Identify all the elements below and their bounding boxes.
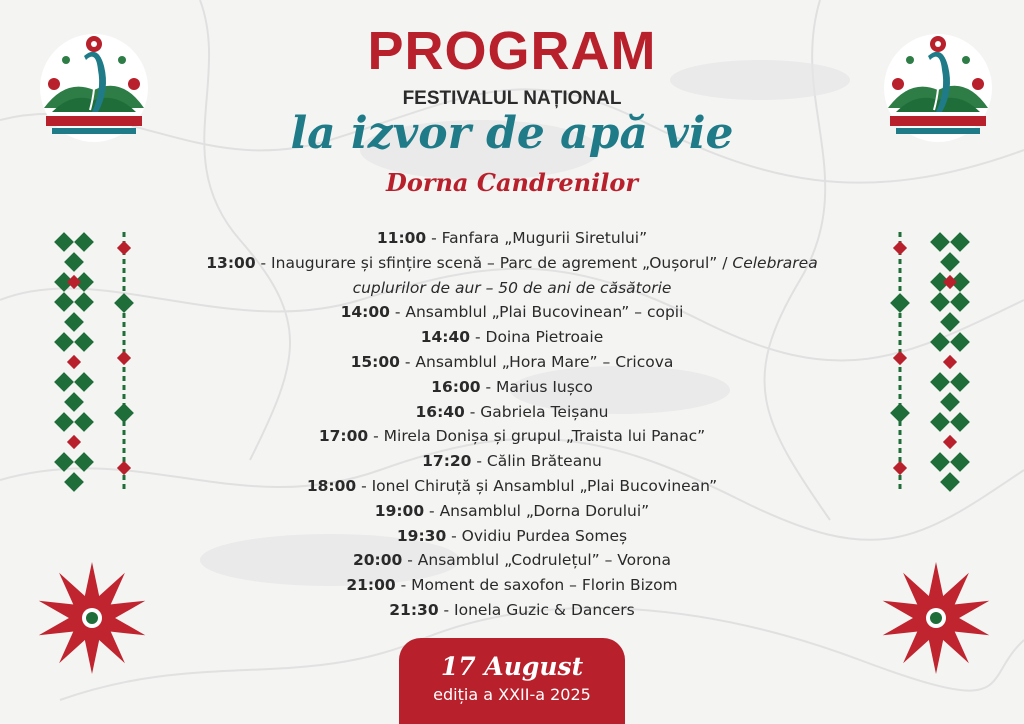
festival-subtitle: FESTIVALUL NAȚIONAL — [402, 88, 622, 109]
schedule-text: - Ansamblul „Plai Bucovinean” – copii — [389, 303, 684, 322]
schedule-text: - Mirela Donișa și grupul „Traista lui Panac” — [368, 427, 706, 446]
schedule-item — [170, 400, 854, 425]
schedule-text: - Moment de saxofon – Florin Bizom — [395, 576, 678, 595]
schedule-list — [170, 226, 854, 623]
schedule-time: 18:00 — [306, 476, 357, 495]
flower-ornament-right — [878, 560, 994, 676]
schedule-text: - Gabriela Teișanu — [464, 402, 609, 421]
festival-name: la izvor de apă vie — [290, 108, 734, 159]
schedule-time: 21:30 — [389, 600, 439, 619]
page-title: PROGRAM — [367, 21, 657, 81]
schedule-text: - Fanfara „Mugurii Siretului” — [426, 229, 648, 247]
flower-ornament-left — [34, 560, 150, 676]
schedule-text: - Ansamblul „Hora Mare” – Cricova — [399, 352, 674, 371]
schedule-time: 11:00 — [376, 229, 427, 247]
schedule-time: 15:00 — [350, 352, 400, 371]
schedule-text: - Ansamblul „Codrulețul” – Vorona — [402, 551, 672, 570]
schedule-item — [170, 598, 854, 623]
schedule-time: 16:00 — [431, 377, 481, 396]
schedule-time: 14:00 — [340, 303, 390, 322]
embroidery-pattern-left — [50, 228, 140, 494]
schedule-item — [170, 548, 854, 573]
schedule-time: 17:00 — [318, 427, 369, 446]
schedule-text: - Ansamblul „Dorna Dorului” — [424, 501, 650, 520]
schedule-item — [170, 350, 854, 375]
schedule-text: - Ionela Guzic & Dancers — [438, 600, 635, 619]
schedule-item — [170, 524, 854, 549]
schedule-time: 17:20 — [422, 452, 472, 471]
schedule-item — [170, 375, 854, 400]
schedule-time: 19:30 — [396, 526, 447, 545]
schedule-time: 19:00 — [374, 501, 425, 520]
schedule-time: 21:00 — [346, 576, 396, 595]
schedule-text: - Marius Iușco — [480, 377, 593, 396]
schedule-item — [170, 573, 854, 598]
schedule-time: 20:00 — [352, 551, 403, 570]
schedule-text: - Ionel Chiruță și Ansamblul „Plai Bucovinean” — [356, 476, 718, 495]
schedule-item — [170, 251, 854, 301]
schedule-text: - Călin Brăteanu — [471, 452, 602, 471]
schedule-text: - Ovidiu Purdea Someș — [446, 526, 628, 545]
embroidery-pattern-right — [884, 228, 974, 494]
date-badge — [399, 638, 625, 724]
schedule-item — [170, 325, 854, 350]
schedule-item — [170, 226, 854, 251]
schedule-item — [170, 474, 854, 499]
schedule-item — [170, 499, 854, 524]
event-date: 17 August — [440, 652, 584, 681]
schedule-text: - Doina Pietroaie — [470, 328, 604, 347]
schedule-text: - Inaugurare și sfințire scenă – Parc de agrement „Oușorul” / — [255, 253, 733, 272]
edition-label: ediția a XXII-a 2025 — [433, 685, 591, 704]
schedule-note: Celebrarea cuplurilor de aur – 50 de ani de căsătorie — [352, 253, 818, 297]
schedule-time: 16:40 — [415, 402, 465, 421]
schedule-item — [170, 300, 854, 325]
schedule-item — [170, 449, 854, 474]
schedule-time: 14:40 — [420, 328, 471, 347]
festival-location: Dorna Candrenilor — [386, 168, 638, 197]
schedule-time: 13:00 — [206, 253, 256, 272]
schedule-item — [170, 424, 854, 449]
